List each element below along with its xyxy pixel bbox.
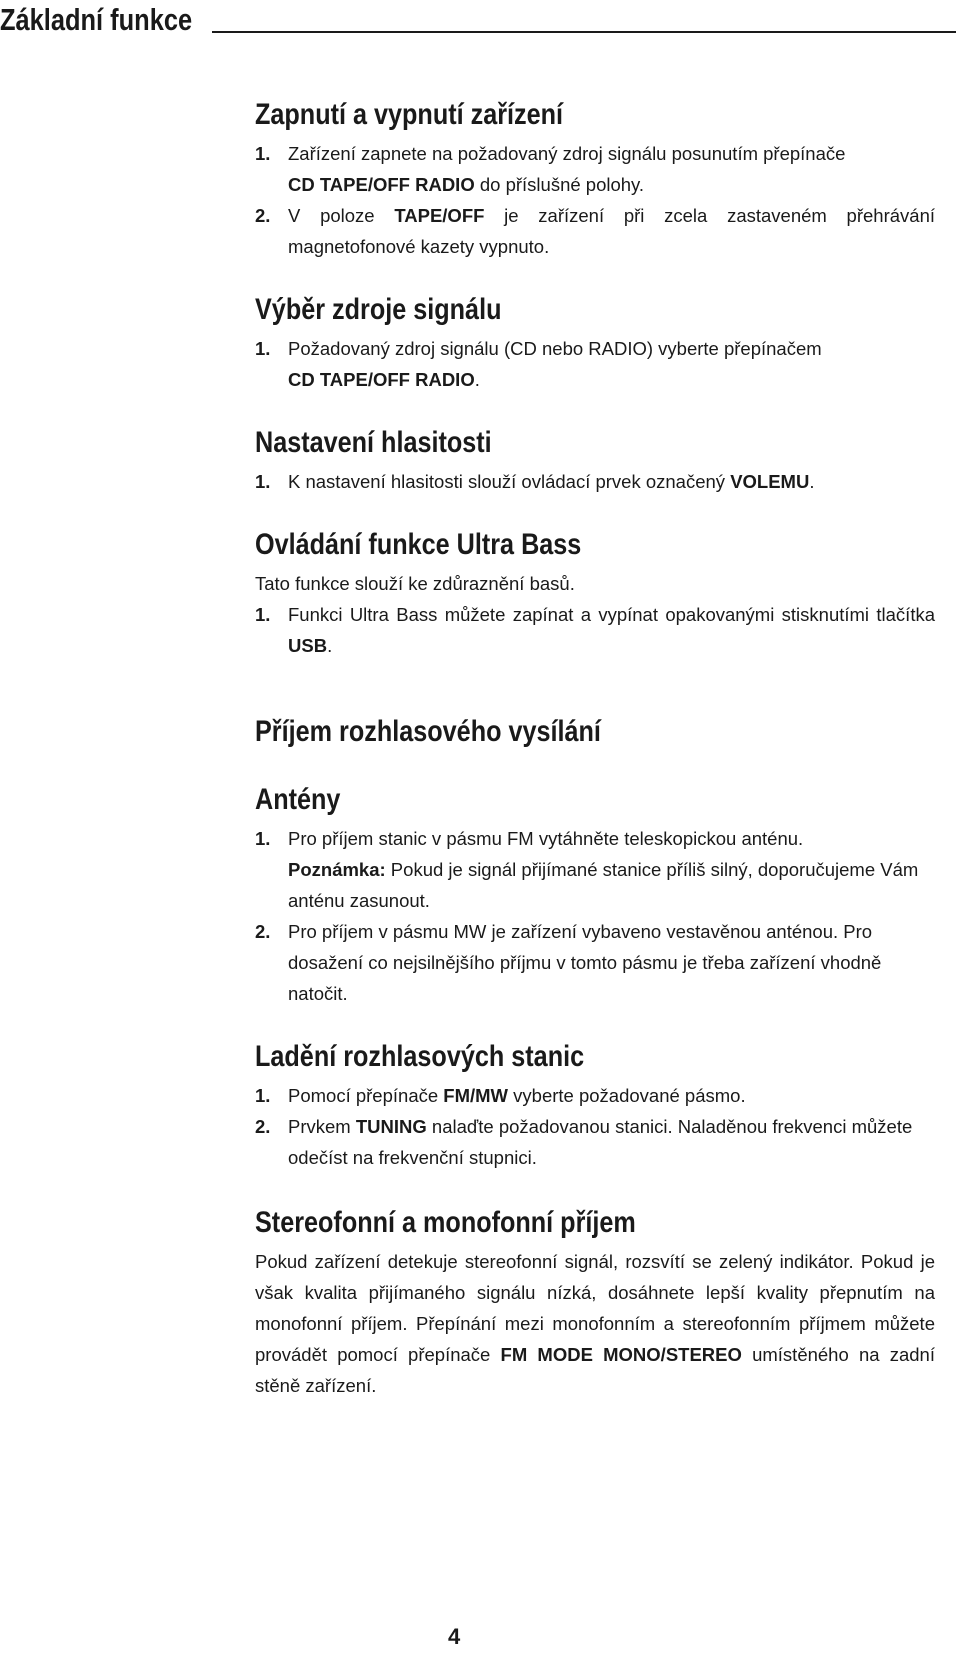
control-name: TUNING [355,1116,427,1137]
bass-intro: Tato funkce slouží ke zdůraznění basů. [255,573,575,594]
tuning-step-1 [255,1080,935,1111]
section-heading-power: Zapnutí a vypnutí zařízení [255,98,564,131]
section-heading-tuning: Ladění rozhlasových stanic [255,1040,585,1073]
volume-step-1 [255,466,935,497]
section-heading-bass: Ovládání funkce Ultra Bass [255,528,582,561]
power-step-2 [255,200,935,262]
step-text: Pro příjem stanic v pásmu FM vytáhněte teleskopickou anténu. [288,828,804,849]
page-header [0,0,960,50]
section-heading-volume: Nastavení hlasitosti [255,426,492,459]
switch-name: CD TAPE/OFF RADIO [288,369,475,390]
step-number: 1. [255,1085,271,1106]
section-power [255,96,935,262]
step-text: do příslušné polohy. [474,174,645,195]
manual-content [255,96,935,1401]
step-text: V poloze [288,205,395,226]
step-text: Zařízení zapnete na požadovaný zdroj signálu posunutím přepínače [288,143,846,164]
page-title: Základní funkce [0,2,193,37]
step-number: 2. [255,205,271,226]
step-text: vyberte požadované pásmo. [508,1085,746,1106]
step-text: Funkci Ultra Bass můžete zapínat a vypínat opakovanými stisknutími tlačítka [288,604,935,625]
section-bass [255,526,935,661]
step-number: 1. [255,338,271,359]
control-name: VOLEMU [730,471,810,492]
step-text: . [809,471,815,492]
section-heading-source: Výběr zdroje signálu [255,293,502,326]
antenna-step-2 [255,916,935,1009]
step-text: Pomocí přepínače [288,1085,444,1106]
step-number: 2. [255,1116,271,1137]
step-text: Požadovaný zdroj signálu (CD nebo RADIO) vyberte přepínačem [288,338,822,359]
paragraph-text: umístěného na zadní stěně zařízení. [255,1344,935,1396]
step-text: Pro příjem v pásmu MW je zařízení vybaveno vestavěnou anténou. Pro dosažení co nejsilnějšího příjmu v tomto pásmu je třeba zařízení vhodně natočit. [288,921,882,1004]
note-label: Poznámka: [288,859,386,880]
section-heading-stereo: Stereofonní a monofonní příjem [255,1206,636,1239]
section-volume [255,424,935,497]
bass-step-1 [255,599,935,661]
step-number: 1. [255,604,271,625]
step-text: Prvkem [288,1116,356,1137]
section-heading-reception: Příjem rozhlasového vysílání [255,715,601,748]
title-rule [212,31,956,33]
section-tuning [255,1038,935,1173]
antenna-step-1 [255,823,935,854]
section-stereo [255,1204,935,1401]
paragraph-text: Pokud zařízení detekuje stereofonní signál, rozsvítí se zelený indikátor. Pokud je však kvalita přijímaného signálu nízká, dosáhnete lepší kvality přepnutím na monofonní příjem. Přepínání mezi monofonním a stereofonním příjmem můžete provádět pomocí přepínače [255,1251,935,1365]
step-text: . [327,635,333,656]
page-number: 4 [448,1624,461,1649]
switch-name: CD TAPE/OFF RADIO [288,174,475,195]
section-reception [255,713,935,751]
section-antennas [255,781,935,1009]
antenna-note [255,854,935,916]
step-text: je zařízení při zcela zastaveném přehrávání magnetofonové kazety vypnuto. [288,205,935,257]
section-heading-antennas: Antény [255,783,341,816]
button-name: USB [288,635,328,656]
step-number: 1. [255,828,271,849]
tuning-step-2 [255,1111,935,1173]
stereo-paragraph [255,1246,935,1401]
step-text: K nastavení hlasitosti slouží ovládací prvek označený [288,471,731,492]
source-step-1 [255,333,935,395]
section-source [255,291,935,395]
step-number: 1. [255,143,271,164]
step-text: . [474,369,480,390]
switch-name: TAPE/OFF [394,205,485,226]
step-number: 2. [255,921,271,942]
step-number: 1. [255,471,271,492]
switch-name: FM/MW [443,1085,509,1106]
power-step-1 [255,138,935,200]
switch-name: FM MODE MONO/STEREO [500,1344,742,1365]
note-text: Pokud je signál přijímané stanice příliš silný, doporučujeme Vám anténu zasunout. [288,859,919,911]
step-text: nalaďte požadovanou stanici. Naladěnou frekvenci můžete odečíst na frekvenční stupnici. [288,1116,913,1168]
